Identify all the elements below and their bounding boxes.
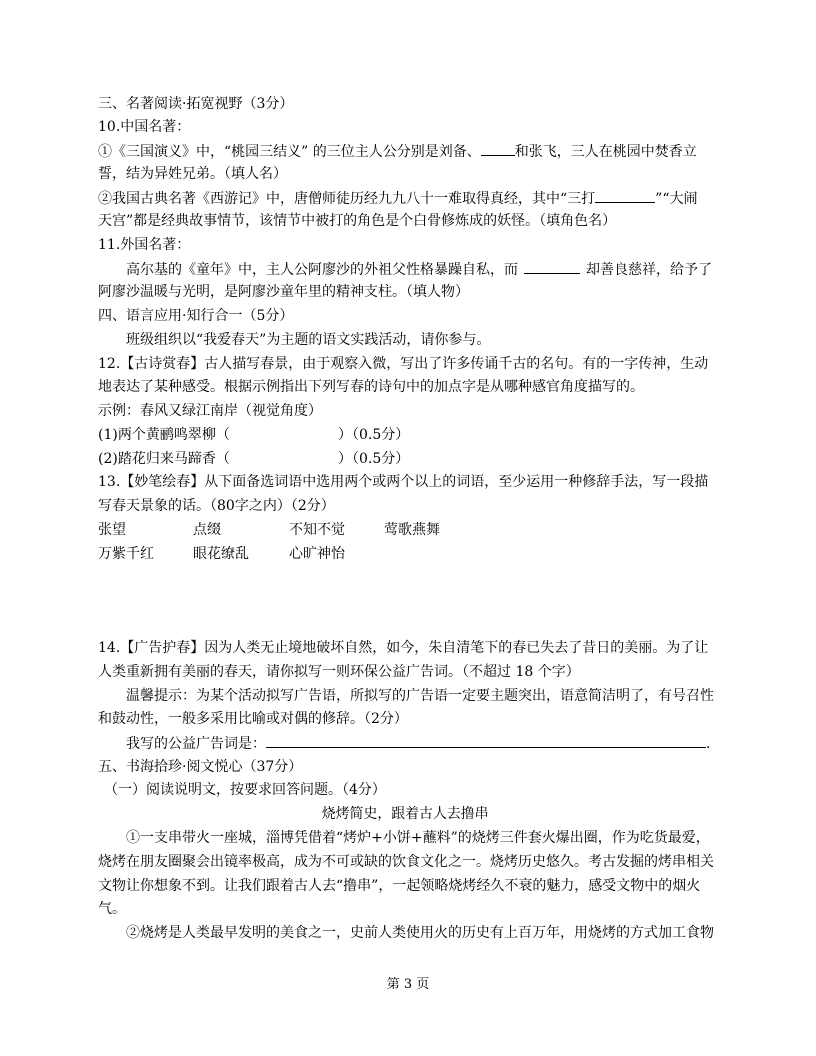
q10-2-line-a [98,188,697,209]
tip-line-b: 和鼓动性，一般多采用比喻或对偶的修辞。（2分） [98,711,408,727]
section5-part1: （一）阅读说明文，按要求回答问题。（4分） [104,782,386,798]
q10-1-line-b: 誓，结为异姓兄弟。（填人名） [98,166,287,182]
q12-example: 示例：春风又绿江南岸（视觉角度） [98,403,322,419]
q10-2-blank[interactable] [595,188,655,203]
q12-1-score: ）（0.5分） [338,427,410,443]
q10-1-blank[interactable] [481,141,515,156]
q10-2-line-b: 天宫”都是经典故事情节，该情节中被打的角色是个白骨修炼成的妖怪。（填角色名） [98,213,617,229]
page-number: 第 3 页 [386,977,430,992]
q10-2-text-before: ②我国古典名著《西游记》中，唐僧师徒历经九九八十一难取得真经，其中“三打 [98,191,596,207]
word-option: 心旷神怡 [289,546,345,562]
q12-line-b: 地表达了某种感受。根据示例指出下列写春的诗句中的加点字是从哪种感官角度描写的。 [98,379,644,395]
q12-line-a: 12.【古诗赏春】古人描写春景，由于观察入微，写出了许多传诵千古的名句。有的一字传神，生动 [98,356,709,372]
q11-blank[interactable] [524,259,580,274]
article-p1-line-b: 烧烤在朋友圈聚会出镜率极高，成为不可或缺的饮食文化之一。烧烤历史悠久。考古发掘的烤串相关 [98,854,714,870]
q10-label: 10.中国名著： [98,119,191,135]
section5-heading: 五、书海拾珍·阅文悦心（37分） [98,759,303,775]
q12-1-label: (1)两个黄鹂鸣翠柳（ [98,427,230,443]
article-p1-line-a: ①一支串带火一座城，淄博凭借着“烤炉+小饼+蘸料”的烧烤三件套火爆出圈，作为吃货最爱， [126,830,710,846]
q14-line-b: 人类重新拥有美丽的春天，请你拟写一则环保公益广告词。（不超过 18 个字） [98,664,580,680]
q13-line-b: 写春天景象的话。（80字之内）（2分） [98,498,335,514]
ad-answer-period: . [706,736,711,752]
q10-1-text-after: 和张飞，三人在桃园中焚香立 [514,144,697,160]
word-option: 不知不觉 [289,522,345,538]
section4-heading: 四、语言应用·知行合一（5分） [98,308,294,324]
word-option: 眼花缭乱 [193,546,249,562]
word-option: 万紫千红 [98,546,154,562]
article-p1-line-c: 文物让你想象不到。让我们跟着古人去“撸串”，一起领略烧烤经久不衰的魅力，感受文物中的烟火 [98,878,701,894]
q14-line-a: 14.【广告护春】因为人类无止境地破坏自然，如今，朱自清笔下的春已失去了昔日的美丽。为了让 [98,640,709,656]
article-title: 烧烤简史，跟着古人去撸串 [321,806,489,822]
q11-text-after: 却善良慈祥，给予了 [586,262,712,278]
ad-answer-line [126,733,710,754]
q11-line-b: 阿廖沙温暖与光明，是阿廖沙童年里的精神支柱。（填人物） [98,284,469,300]
q10-1-text-before: ①《三国演义》中，“桃园三结义” 的三位主人公分别是刘备、 [98,144,481,160]
q12-2-score: ）（0.5分） [338,451,410,467]
q10-1-line-a [98,141,697,162]
q11-label: 11.外国名著： [98,237,191,253]
tip-line-a: 温馨提示：为某个活动拟写广告语，所拟写的广告语一定要主题突出，语意简洁明了，有号召性 [126,688,714,704]
word-option: 张望 [98,522,126,538]
section3-heading: 三、名著阅读·拓宽视野（3分） [98,96,294,112]
ad-answer-blank[interactable] [266,733,706,748]
q12-2-label: (2)踏花归来马蹄香（ [98,451,230,467]
word-option: 点缀 [193,522,221,538]
article-p1-line-d: 气。 [98,901,126,917]
q13-line-a: 13.【妙笔绘春】从下面备选词语中选用两个或两个以上的词语，至少运用一种修辞手法，写一段描 [98,474,709,490]
q11-line-a [126,259,712,280]
q10-2-text-after: ”“大闹 [655,191,698,207]
article-p2-line-a: ②烧烤是人类最早发明的美食之一，史前人类使用火的历史有上百万年，用烧烤的方式加工食物 [126,925,714,941]
ad-answer-label: 我写的公益广告词是： [126,736,266,752]
word-option: 莺歌燕舞 [384,522,440,538]
q11-text-before: 高尔基的《童年》中，主人公阿廖沙的外祖父性格暴躁自私，而 [126,262,518,278]
section4-intro: 班级组织以“我爱春天”为主题的语文实践活动，请你参与。 [126,332,491,348]
